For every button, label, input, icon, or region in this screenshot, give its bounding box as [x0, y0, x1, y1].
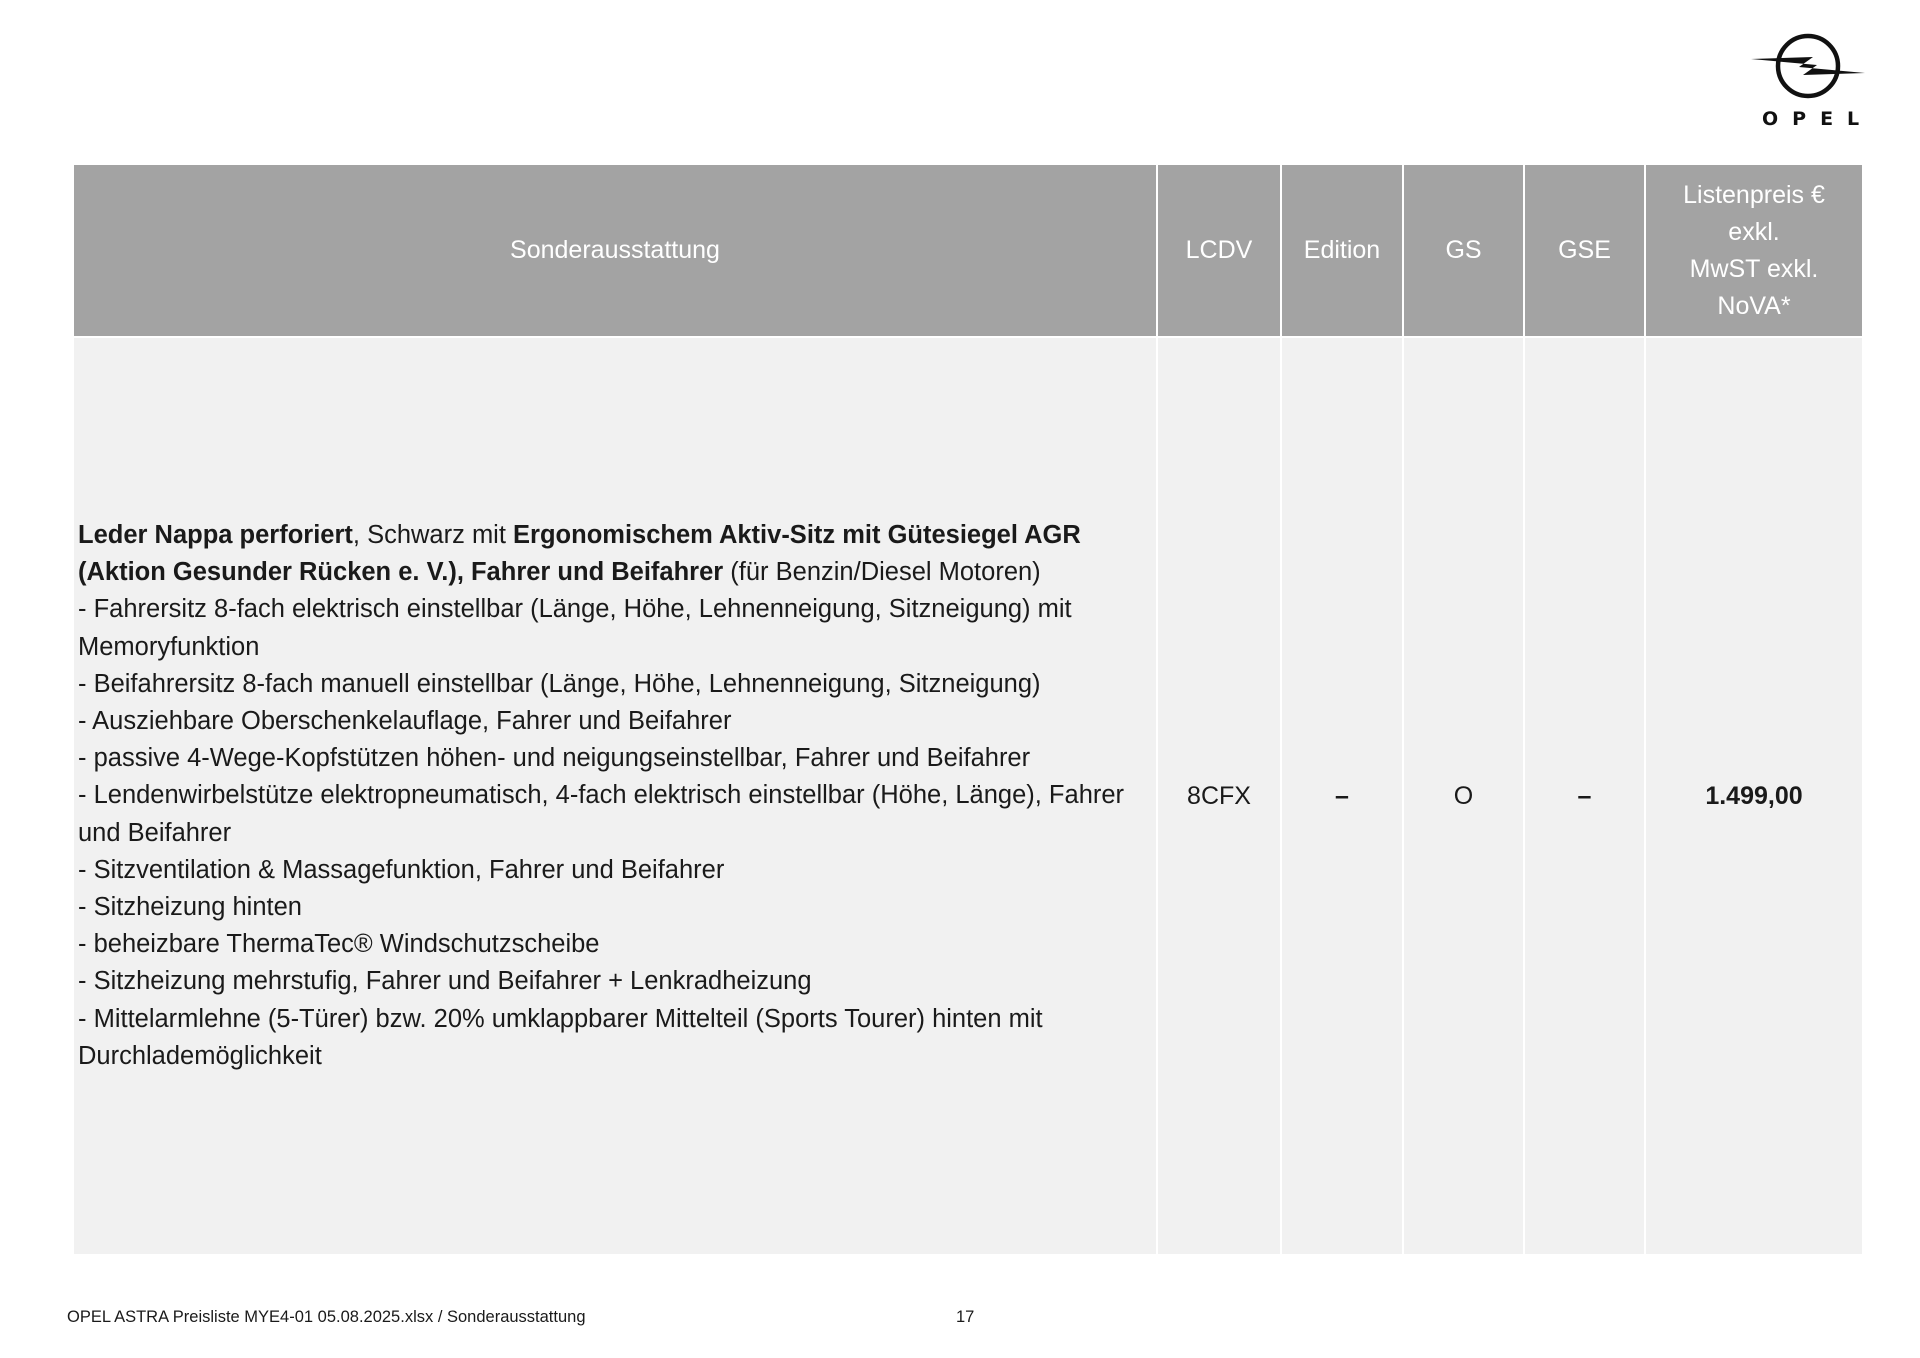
table-row	[73, 337, 1863, 1254]
title-normal-2: (für Benzin/Diesel Motoren)	[723, 558, 1041, 587]
feature-item: - Sitzheizung mehrstufig, Fahrer und Beifahrer + Lenkradheizung	[78, 967, 812, 996]
feature-item: - beheizbare ThermaTec® Windschutzscheibe	[78, 930, 600, 959]
header-edition: Edition	[1281, 165, 1403, 337]
page-number: 17	[956, 1308, 975, 1326]
header-sonderausstattung: Sonderausstattung	[73, 165, 1157, 337]
feature-item: - Sitzventilation & Massagefunktion, Fahrer und Beifahrer	[78, 855, 725, 884]
header-price-line: Listenpreis €	[1683, 180, 1825, 209]
header-price-line: exkl.	[1728, 217, 1780, 246]
footer-source: OPEL ASTRA Preisliste MYE4-01 05.08.2025.xlsx / Sonderausstattung	[67, 1308, 586, 1326]
title-bold: Leder Nappa perforiert	[78, 520, 353, 549]
equipment-description	[73, 337, 1157, 1254]
title-bold-2: Ergonomischem Aktiv-Sitz mit Gütesiegel AGR (Aktion Gesunder Rücken e. V.), Fahrer und Beifahrer	[78, 520, 1081, 587]
title-normal: , Schwarz mit	[352, 520, 514, 549]
opel-logo	[1748, 30, 1874, 130]
feature-item: - passive 4-Wege-Kopfstützen höhen- und neigungseinstellbar, Fahrer und Beifahrer	[78, 744, 1031, 773]
equipment-title	[78, 521, 1081, 586]
feature-item: - Mittelarmlehne (5-Türer) bzw. 20% umklappbarer Mittelteil (Sports Tourer) hinten mit Durchlademöglichkeit	[78, 1004, 1043, 1070]
header-price-line: MwST exkl.	[1689, 254, 1819, 283]
feature-item: - Beifahrersitz 8-fach manuell einstellbar (Länge, Höhe, Lehnenneigung, Sitzneigung)	[78, 669, 1041, 698]
edition-availability: –	[1281, 337, 1403, 1254]
header-lcdv: LCDV	[1157, 165, 1281, 337]
equipment-price-table	[72, 165, 1864, 1254]
lcdv-code: 8CFX	[1157, 337, 1281, 1254]
list-price: 1.499,00	[1645, 337, 1863, 1254]
opel-blitz-icon	[1749, 30, 1867, 102]
gs-availability: O	[1403, 337, 1524, 1254]
header-gse: GSE	[1524, 165, 1645, 337]
gse-availability: –	[1524, 337, 1645, 1254]
header-price-line: NoVA*	[1717, 291, 1791, 320]
header-gs: GS	[1403, 165, 1524, 337]
feature-item: - Fahrersitz 8-fach elektrisch einstellbar (Länge, Höhe, Lehnenneigung, Sitzneigung) mit Memoryfunktion	[78, 595, 1072, 661]
feature-item: - Ausziehbare Oberschenkelauflage, Fahrer und Beifahrer	[78, 706, 732, 735]
feature-item: - Lendenwirbelstütze elektropneumatisch, 4-fach elektrisch einstellbar (Höhe, Länge), Fahrer und Beifahrer	[78, 781, 1125, 847]
table-header-row	[73, 165, 1863, 337]
header-listenpreis	[1645, 165, 1863, 337]
brand-wordmark: OPEL	[1762, 108, 1874, 130]
feature-item: - Sitzheizung hinten	[78, 893, 302, 921]
